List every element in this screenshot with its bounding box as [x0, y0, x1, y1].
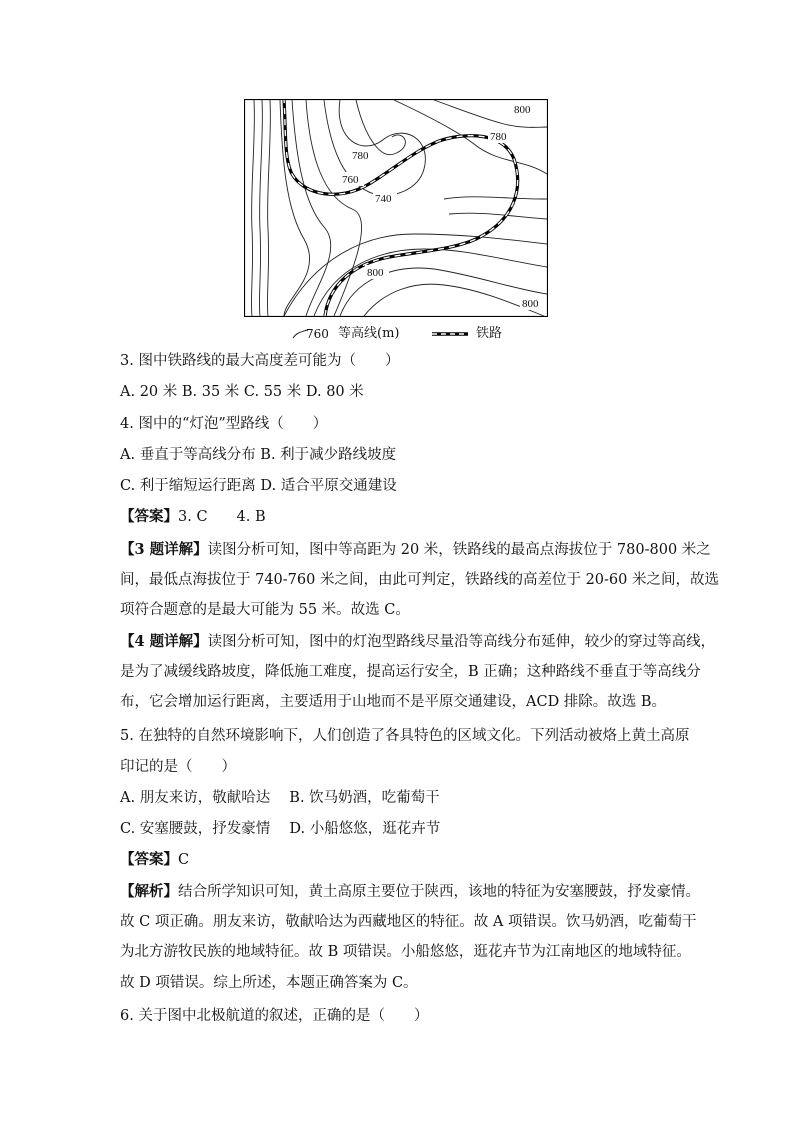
contour-label: 800 — [522, 298, 539, 310]
analysis-5-line-3: 为北方游牧民族的地域特征。故 B 项错误。小船悠悠，逛花卉节为江南地区的地域特征。 — [120, 944, 691, 960]
explain-4-line-2: 是为了减缓线路坡度，降低施工难度，提高运行安全，B 正确；这种路线不垂直于等高线分 — [120, 664, 701, 680]
answer-5 — [120, 850, 189, 870]
question-4-stem: 4. 图中的“灯泡”型路线（ ） — [120, 416, 328, 432]
question-5-stem-2: 印记的是（ ） — [120, 759, 236, 775]
contour-label: 800 — [367, 267, 384, 279]
analysis-5-line-2: 故 C 项正确。朋友来访，敬献哈达为西藏地区的特征。故 A 项错误。饮马奶酒，吃葡萄干 — [120, 914, 697, 930]
explain-3-line-1 — [120, 540, 711, 560]
analysis-label: 【解析】 — [120, 883, 178, 900]
explain-3-line-3: 项符合题意的是最大可能为 55 米。故选 C。 — [120, 602, 410, 618]
question-3-options: A. 20 米 B. 35 米 C. 55 米 D. 80 米 — [120, 384, 364, 400]
railway-legend-text: 铁路 — [476, 326, 503, 341]
answer-text: 3. C 4. B — [178, 509, 266, 525]
analysis-5-line-4: 故 D 项错误。综上所述，本题正确答案为 C。 — [120, 975, 418, 991]
question-6-stem: 6. 关于图中北极航道的叙述，正确的是（ ） — [120, 1008, 429, 1024]
answer-text: C — [178, 852, 190, 868]
analysis-5-line-1 — [120, 882, 700, 902]
explain-3-line-2: 间，最低点海拔位于 740-760 米之间，由此可判定，铁路线的高差位于 20-60 米之间，故选 — [120, 572, 719, 588]
contour-label: 800 — [514, 104, 531, 116]
question-5-options-ab: A. 朋友来访，敬献哈达 B. 饮马奶酒，吃葡萄干 — [120, 790, 440, 806]
contour-label: 760 — [342, 174, 359, 186]
question-4-options-cd: C. 利于缩短运行距离 D. 适合平原交通建设 — [120, 478, 397, 494]
answer-label: 【答案】 — [120, 851, 178, 868]
answer-label: 【答案】 — [120, 508, 178, 525]
explain-4-label: 【4 题详解】 — [120, 633, 208, 650]
explain-3-label: 【3 题详解】 — [120, 541, 208, 558]
explain-3-text: 读图分析可知，图中等高距为 20 米，铁路线的最高点海拔位于 780-800 米之 — [207, 542, 711, 558]
question-5-options-cd: C. 安塞腰鼓，抒发豪情 D. 小船悠悠，逛花卉节 — [120, 821, 441, 837]
explain-4-text: 读图分析可知，图中的灯泡型路线尽量沿等高线分布延伸，较少的穿过等高线， — [207, 634, 716, 650]
explain-4-line-1 — [120, 632, 715, 652]
question-4-options-ab: A. 垂直于等高线分布 B. 利于减少路线坡度 — [120, 447, 397, 463]
analysis-text: 结合所学知识可知，黄土高原主要位于陕西，该地的特征为安塞腰鼓，抒发豪情。 — [178, 884, 700, 900]
question-5-stem-1: 5. 在独特的自然环境影响下，人们创造了各具特色的区域文化。下列活动被烙上黄土高原 — [120, 728, 690, 744]
contour-label: 780 — [352, 150, 369, 162]
railway-legend-icon — [432, 324, 468, 344]
answer-3-4 — [120, 507, 266, 527]
contour-label: 740 — [375, 193, 392, 205]
map-legend — [292, 324, 532, 344]
contour-legend-sample: 760 — [306, 327, 329, 341]
question-3-stem: 3. 图中铁路线的最大高度差可能为（ ） — [120, 353, 400, 369]
contour-label: 780 — [490, 131, 507, 143]
explain-4-line-3: 布，它会增加运行距离，主要适用于山地而不是平原交通建设，ACD 排除。故选 B。 — [120, 694, 667, 710]
contour-map — [244, 99, 548, 317]
contour-legend-text: 等高线(m) — [338, 326, 400, 341]
